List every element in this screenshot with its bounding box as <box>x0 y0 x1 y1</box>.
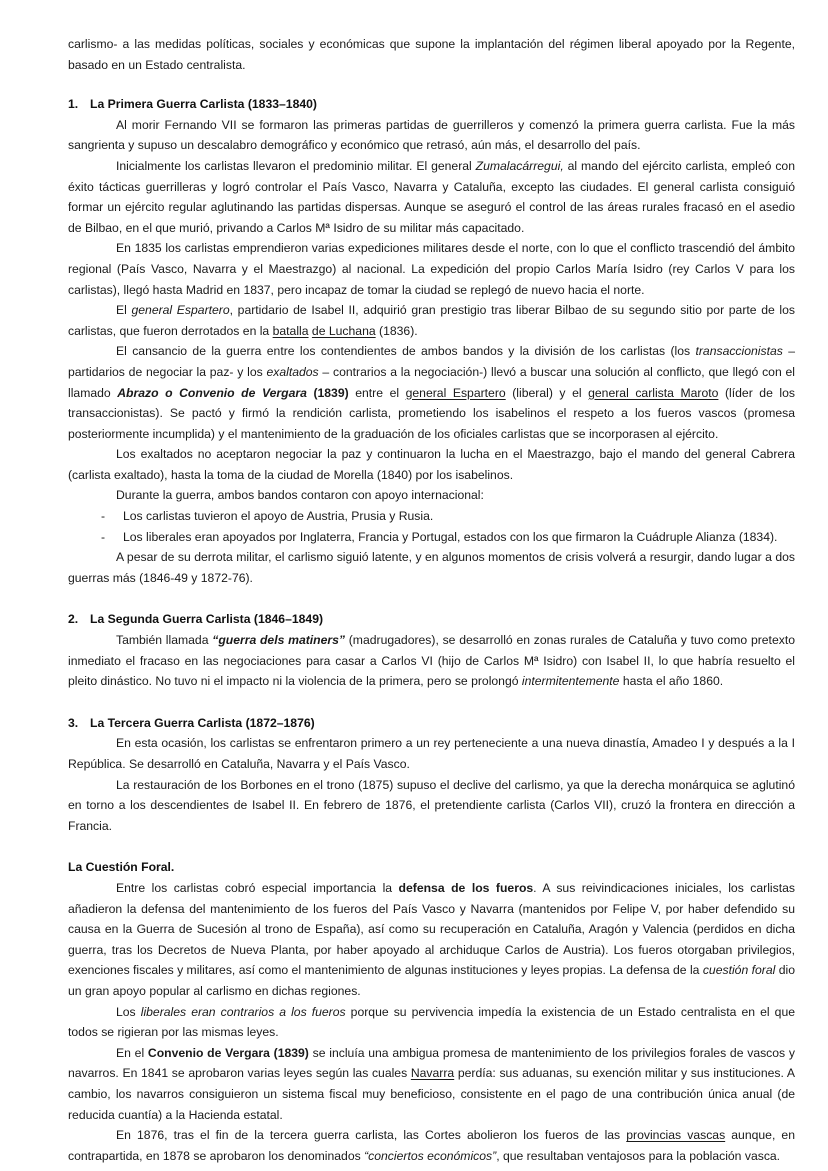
section-number-3: 3. <box>68 715 79 730</box>
text-run: Navarra <box>410 1066 455 1081</box>
document-body <box>68 34 795 1166</box>
text-run: Zumalacárregui, <box>475 158 564 173</box>
text-run: En esta ocasión, los carlistas se enfrentaron primero a un rey perteneciente a una nueva dinastía, Amadeo I y después a la I República. Se desarrolló en Cataluña, Navarra y el País Vasco. <box>68 736 795 771</box>
text-run: Entre los carlistas cobró especial importancia la <box>116 880 399 895</box>
section-title-3: La Tercera Guerra Carlista (1872–1876) <box>90 715 315 730</box>
text-run: , que resultaban ventajosos para la población vasca. <box>496 1148 781 1163</box>
section-title-1: La Primera Guerra Carlista (1833–1840) <box>90 97 317 112</box>
list-item-label: Los liberales eran apoyados por Inglaterra, Francia y Portugal, estados con los que firmaron la Cuádruple Alianza (1834). <box>123 529 778 544</box>
text-run: En 1835 los carlistas emprendieron varias expediciones militares desde el norte, con lo que el conflicto trascendió del ámbito regional (País Vasco, Navarra y el Maestrazgo) al nacional. La expedición del propio Carlos María Isidro (rey Carlos V para los carlistas), llegó hasta Madrid en 1837, pero incapaz de tomar la ciudad se replegó de nuevo hacia el norte. <box>68 241 795 297</box>
text-run: En el <box>116 1045 148 1060</box>
text-run: al mando del ejército carlista, empleó con éxito tácticas guerrilleras y logró controlar el País Vasco, Navarra y Cataluña, excepto las ciudades. El general carlista consiguió formar un ejército regular aglutinando las partidas dispersas. Aunque se aseguró el control de las áreas rurales fracasó en el asedio de Bilbao, en el que murió, privando a Carlos Mª Isidro de su militar más capacitado. <box>68 158 795 235</box>
dash-marker: - <box>101 529 106 544</box>
spacer <box>68 588 795 609</box>
list-item <box>68 506 795 527</box>
subsection-heading-cuestion-foral: La Cuestión Foral. <box>68 860 175 875</box>
text-run: – contrarios a la negociación-) llevó a buscar una solución al conflicto, que llegó con el llamado <box>68 364 796 400</box>
text-run: “guerra dels matiners” <box>212 633 346 648</box>
text-run: aunque, en contrapartida, en 1878 se aprobaron los denominados <box>68 1128 795 1163</box>
text-run: (madrugadores), se desarrolló en zonas rurales de Cataluña y tuvo como pretexto inmediato el fracaso en las negociaciones para casar a Carlos VI (hijo de Carlos Mª Isidro) con Isabel II, lo que habría resuelto el pleito dinástico. No tuvo ni el impacto ni la violencia de la primera, pero se prolongó <box>68 633 795 689</box>
paragraph-p15 <box>68 1125 795 1166</box>
paragraph-p5 <box>68 341 795 444</box>
text-run: entre el <box>348 385 406 400</box>
text-run: defensa de los fueros <box>398 880 534 895</box>
dash-marker: - <box>101 509 106 524</box>
text-run: En 1876, tras el fin de la tercera guerra carlista, las Cortes abolieron los fueros de las <box>116 1128 627 1143</box>
paragraph-p7 <box>68 485 795 506</box>
list-item-label: Los carlistas tuvieron el apoyo de Austria, Prusia y Rusia. <box>123 509 434 524</box>
paragraph-p2 <box>68 156 795 238</box>
section-number-1: 1. <box>68 97 79 112</box>
spacer <box>68 75 795 94</box>
section-heading-3 <box>68 713 795 734</box>
text-run: Durante la guerra, ambos bandos contaron con apoyo internacional: <box>116 488 484 503</box>
text-run: batalla <box>272 323 309 338</box>
text-run: El <box>116 303 132 318</box>
text-run: (líder de los transaccionistas). Se pactó y firmó la rendición carlista, prometiendo los isabelinos el respeto a los fueros vascos (promesa posteriormente incumplida) y el mantenimiento de la graduación de los oficiales carlistas que se incorporasen al ejército. <box>68 385 796 441</box>
text-run: (1836). <box>375 323 418 338</box>
paragraph-p1 <box>68 115 795 156</box>
list-item <box>68 527 795 548</box>
paragraph-p9 <box>68 630 795 692</box>
text-run: se incluía una ambigua promesa de mantenimiento de los privilegios forales de vascos y navarros. En 1841 se aprobaron varias leyes según las cuales <box>68 1045 795 1081</box>
text-run: general Espartero <box>131 303 230 318</box>
section-number-2: 2. <box>68 612 79 627</box>
section-heading-1 <box>68 94 795 115</box>
text-run: (1839) <box>306 385 349 400</box>
spacer <box>68 692 795 713</box>
text-run: El cansancio de la guerra entre los contendientes de ambos bandos y la división de los carlistas (los <box>116 344 696 359</box>
text-run: provincias vascas <box>626 1128 726 1143</box>
text-run: general Espartero <box>405 385 506 400</box>
paragraph-p4 <box>68 300 795 341</box>
text-run: transaccionistas <box>695 344 783 359</box>
text-run: “conciertos económicos” <box>364 1148 497 1163</box>
text-run: Inicialmente los carlistas llevaron el predominio militar. El general <box>116 158 476 173</box>
text-run: También llamada <box>116 633 213 648</box>
text-run: Convenio de Vergara (1839) <box>147 1045 309 1060</box>
paragraph-p14 <box>68 1043 795 1125</box>
text-run: hasta el año 1860. <box>619 674 724 689</box>
text-run: – partidarios de negociar la paz- y los <box>68 344 795 379</box>
intro-paragraph: carlismo- a las medidas políticas, sociales y económicas que supone la implantación del régimen liberal apoyado por la Regente, basado en un Estado centralista. <box>68 37 795 72</box>
paragraph-p6 <box>68 444 795 485</box>
text-run: Los <box>116 1004 141 1019</box>
section-heading-2 <box>68 609 795 630</box>
text-run: cuestión foral <box>702 963 776 978</box>
paragraph-p10 <box>68 733 795 774</box>
text-run: Los exaltados no aceptaron negociar la paz y continuaron la lucha en el Maestrazgo, bajo el mando del general Cabrera (carlista exaltado), hasta la toma de la ciudad de Morella (1840) por los isabelinos. <box>68 447 795 482</box>
text-run: liberales eran contrarios a los fueros <box>140 1004 346 1019</box>
section-title-2: La Segunda Guerra Carlista (1846–1849) <box>90 612 324 627</box>
international-support-list <box>68 506 795 547</box>
paragraph-p8 <box>68 547 795 588</box>
spacer <box>68 836 795 857</box>
text-run: perdía: sus aduanas, su exención militar y sus instituciones. A cambio, los navarros consiguieron un sistema fiscal muy beneficioso, consistente en el pago de una contribución única anual (de reducida cuantía) a la Hacienda estatal. <box>68 1066 795 1122</box>
text-run: A pesar de su derrota militar, el carlismo siguió latente, y en algunos momentos de crisis volverá a resurgir, dando lugar a dos guerras más (1846-49 y 1872-76). <box>68 550 795 585</box>
text-run: de Luchana <box>311 323 376 338</box>
text-run: La restauración de los Borbones en el trono (1875) supuso el declive del carlismo, ya que la derecha monárquica se aglutinó en torno a los descendientes de Isabel II. En febrero de 1876, el pretendiente carlista (Carlos VII), cruzó la frontera en dirección a Francia. <box>68 777 795 833</box>
paragraph-p12 <box>68 878 795 1002</box>
text-run: . A sus reivindicaciones iniciales, los carlistas añadieron la defensa del mantenimiento de los fueros del País Vasco y Navarra (mantenidos por Felipe V, por haber defendido su causa en la Guerra de Sucesión al trono de España), así como su recuperación en Cataluña, Aragón y Valencia (perdidos en dicha guerra, tras los Decretos de Nueva Planta, por haber apoyado al archiduque Carlos de Austria). Los fueros otorgaban privilegios, exenciones fiscales y militares, así como el mantenimiento de algunas instituciones y leyes propias. La defensa de la <box>68 880 795 978</box>
text-run: Abrazo o Convenio de Vergara <box>117 385 307 400</box>
paragraph-p3 <box>68 238 795 300</box>
text-run: exaltados <box>266 364 319 379</box>
paragraph-p11 <box>68 775 795 837</box>
text-run: Al morir Fernando VII se formaron las primeras partidas de guerrilleros y comenzó la primera guerra carlista. Fue la más sangrienta y supuso un descalabro demográfico y económico que retrasó, aún más, el desarrollo del país. <box>68 117 795 153</box>
text-run: , partidario de Isabel II, adquirió gran prestigio tras liberar Bilbao de su segundo sitio por parte de los carlistas, que fueron derrotados en la <box>68 303 795 338</box>
text-run: intermitentemente <box>521 674 620 689</box>
text-run: (liberal) y el <box>505 385 589 400</box>
paragraph-p13 <box>68 1002 795 1043</box>
text-run: porque su pervivencia impedía la existencia de un Estado centralista en el que todos se rigieran por las mismas leyes. <box>68 1004 795 1040</box>
text-run: dio un gran apoyo popular al carlismo en dichas regiones. <box>68 963 795 998</box>
text-run: general carlista Maroto <box>588 385 719 400</box>
